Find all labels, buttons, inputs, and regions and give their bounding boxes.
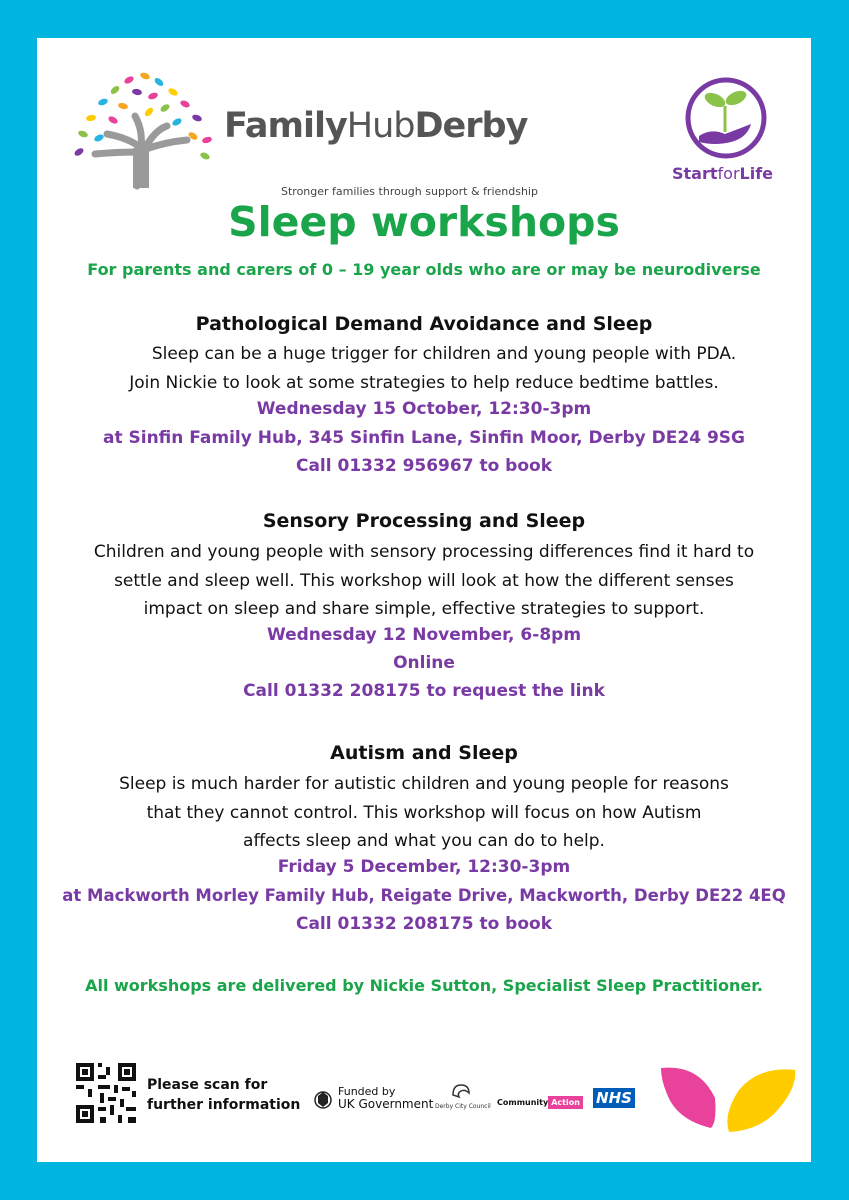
tree-icon <box>69 68 219 193</box>
sfl-start: Start <box>672 164 718 183</box>
uk-government-logo <box>312 1085 434 1116</box>
workshop-2-booking: Call 01332 208175 to request the link <box>243 681 605 701</box>
funded-by-label: Funded by <box>338 1085 396 1098</box>
uk-government-label: UK Government <box>338 1097 434 1111</box>
brand-hub: Hub <box>346 106 415 146</box>
community-action-logo <box>497 1090 582 1108</box>
derby-council-label: Derby City Council <box>435 1103 491 1110</box>
start-for-life-logo <box>667 76 787 186</box>
action-label: Action <box>548 1096 583 1109</box>
workshop-1-date: Wednesday 15 October, 12:30-3pm <box>256 399 592 419</box>
workshop-2-location: Online <box>393 653 455 673</box>
workshop-1-line-1: Sleep can be a huge trigger for children and young people with PDA. <box>151 344 737 364</box>
workshop-3-booking: Call 01332 208175 to book <box>295 914 553 934</box>
nhs-logo: NHS <box>593 1088 635 1108</box>
workshop-1-heading: Pathological Demand Avoidance and Sleep <box>195 313 653 335</box>
poster <box>37 38 811 1162</box>
community-label: Community <box>497 1098 549 1107</box>
page-title: Sleep workshops <box>228 198 620 246</box>
workshop-3-line-2: that they cannot control. This workshop will focus on how Autism <box>146 803 702 823</box>
workshop-3-location: at Mackworth Morley Family Hub, Reigate Drive, Mackworth, Derby DE22 4EQ <box>62 886 786 905</box>
workshop-1-booking: Call 01332 956967 to book <box>295 456 553 476</box>
qr-line-1: Please scan for <box>147 1077 268 1093</box>
derby-city-council-logo <box>435 1081 490 1116</box>
workshop-2-heading: Sensory Processing and Sleep <box>262 510 586 532</box>
workshop-2-line-3: impact on sleep and share simple, effective strategies to support. <box>143 599 705 619</box>
workshop-3-date: Friday 5 December, 12:30-3pm <box>277 857 571 877</box>
petals-decoration <box>659 1064 799 1134</box>
workshop-3-line-3: affects sleep and what you can do to help. <box>243 831 605 851</box>
family-hub-logo <box>69 68 538 198</box>
practitioner-note: All workshops are delivered by Nickie Sutton, Specialist Sleep Practitioner. <box>85 976 763 995</box>
sfl-life: Life <box>739 164 774 183</box>
subtitle: For parents and carers of 0 – 19 year olds who are or may be neurodiverse <box>87 260 761 279</box>
workshop-1-line-2: Join Nickie to look at some strategies to help reduce bedtime battles. <box>129 373 719 393</box>
seedling-icon <box>681 76 771 166</box>
workshop-1-location: at Sinfin Family Hub, 345 Sinfin Lane, Sinfin Moor, Derby DE24 9SG <box>102 428 745 448</box>
brand-derby: Derby <box>414 106 528 146</box>
sfl-for: for <box>717 164 740 183</box>
qr-code-icon <box>74 1061 138 1125</box>
qr-code[interactable] <box>74 1061 138 1125</box>
council-ram-icon <box>449 1081 473 1101</box>
workshop-2-date: Wednesday 12 November, 6-8pm <box>266 625 582 645</box>
brand-family: Family <box>224 106 347 146</box>
workshop-3-line-1: Sleep is much harder for autistic children and young people for reasons <box>119 774 729 794</box>
workshop-2-line-1: Children and young people with sensory processing differences find it hard to <box>93 542 755 562</box>
workshop-2-line-2: settle and sleep well. This workshop will look at how the different senses <box>114 571 734 591</box>
royal-crest-icon <box>312 1089 334 1111</box>
tagline: Stronger families through support & friendship <box>281 185 538 198</box>
qr-line-2: further information <box>147 1097 301 1113</box>
workshop-3-heading: Autism and Sleep <box>330 742 518 764</box>
